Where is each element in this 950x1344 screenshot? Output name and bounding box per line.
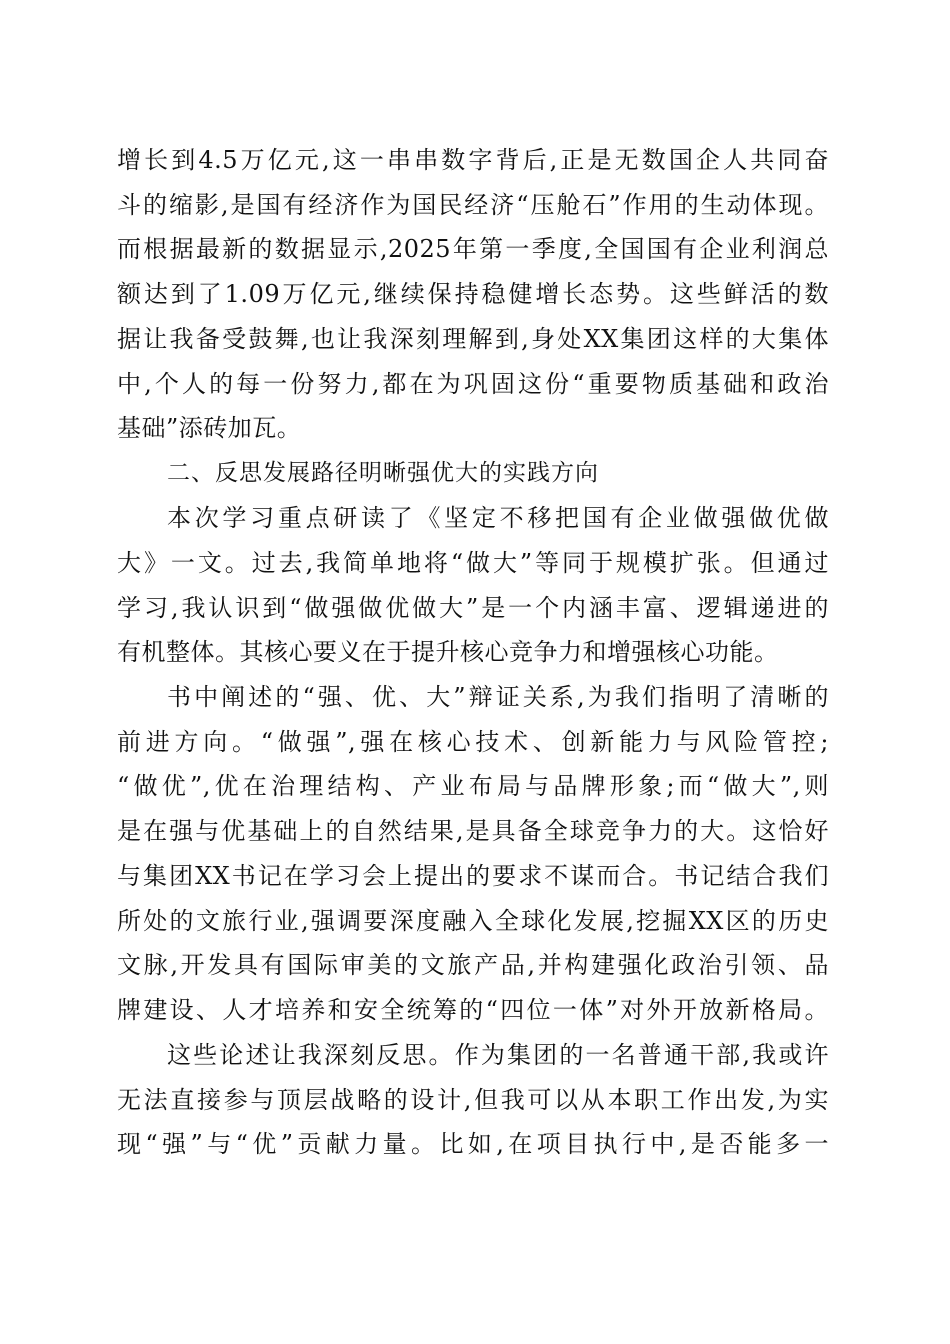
paragraph-line: 无法直接参与顶层战略的设计,但我可以从本职工作出发,为实	[117, 1086, 829, 1114]
paragraph-line: 牌建设、人才培养和安全统筹的“四位一体”对外开放新格局。	[117, 996, 829, 1024]
paragraph-line: 现“强”与“优”贡献力量。比如,在项目执行中,是否能多一	[117, 1130, 829, 1158]
paragraph-line: 文脉,开发具有国际审美的文旅产品,并构建强化政治引领、品	[117, 951, 829, 979]
paragraph-line: 额达到了1.09万亿元,继续保持稳健增长态势。这些鲜活的数	[117, 280, 829, 308]
paragraph-line: 据让我备受鼓舞,也让我深刻理解到,身处XX集团这样的大集体	[117, 325, 829, 353]
paragraph-line: 学习,我认识到“做强做优做大”是一个内涵丰富、逻辑递进的	[117, 594, 829, 622]
section-heading: 二、反思发展路径明晰强优大的实践方向	[167, 460, 599, 486]
paragraph-line: 与集团XX书记在学习会上提出的要求不谋而合。书记结合我们	[117, 862, 829, 890]
paragraph-line: 而根据最新的数据显示,2025年第一季度,全国国有企业利润总	[117, 235, 829, 263]
paragraph-line: 书中阐述的“强、优、大”辩证关系,为我们指明了清晰的	[167, 683, 829, 711]
paragraph-line: “做优”,优在治理结构、产业布局与品牌形象;而“做大”,则	[117, 772, 829, 800]
paragraph-line: 大》一文。过去,我简单地将“做大”等同于规模扩张。但通过	[117, 549, 829, 577]
paragraph-line: 增长到4.5万亿元,这一串串数字背后,正是无数国企人共同奋	[117, 146, 829, 174]
paragraph-line: 前进方向。“做强”,强在核心技术、创新能力与风险管控;	[117, 728, 829, 756]
paragraph-line: 是在强与优基础上的自然结果,是具备全球竞争力的大。这恰好	[117, 817, 829, 845]
paragraph-line: 有机整体。其核心要义在于提升核心竞争力和增强核心功能。	[117, 638, 779, 666]
paragraph-line: 基础”添砖加瓦。	[117, 414, 302, 442]
paragraph-line: 本次学习重点研读了《坚定不移把国有企业做强做优做	[167, 504, 829, 532]
paragraph-line: 这些论述让我深刻反思。作为集团的一名普通干部,我或许	[167, 1041, 829, 1069]
paragraph-line: 斗的缩影,是国有经济作为国民经济“压舱石”作用的生动体现。	[117, 191, 829, 219]
paragraph-line: 中,个人的每一份努力,都在为巩固这份“重要物质基础和政治	[117, 370, 829, 398]
paragraph-line: 所处的文旅行业,强调要深度融入全球化发展,挖掘XX区的历史	[117, 907, 829, 935]
